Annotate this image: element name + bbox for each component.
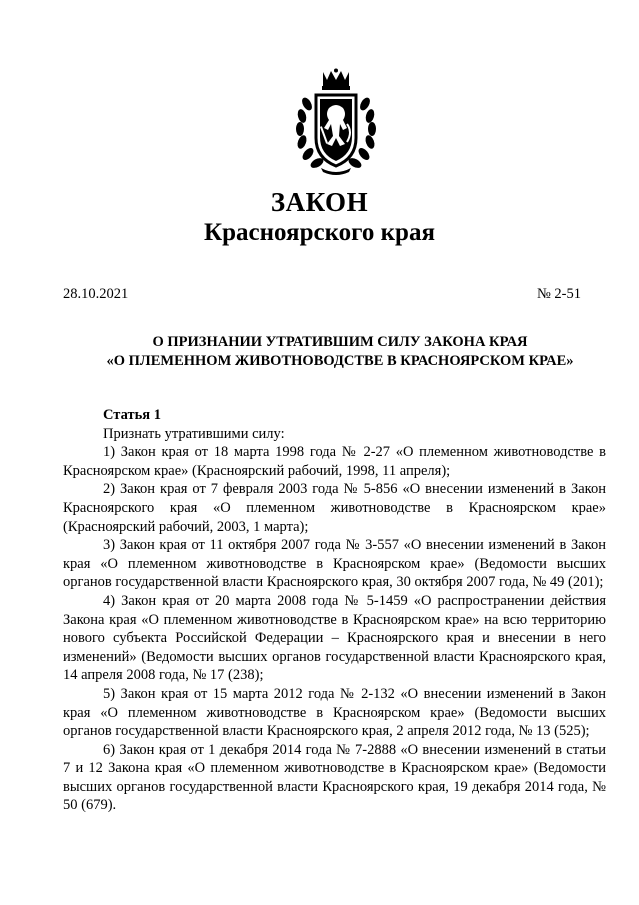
law-date: 28.10.2021: [63, 286, 129, 302]
list-item: 1) Закон края от 18 марта 1998 года № 2-27 «О племенном животноводстве в Красноярском крае» (Красноярский рабочий, 1998, 11 апреля);: [63, 444, 606, 479]
law-subtitle: Красноярского края: [204, 219, 435, 246]
list-item: 5) Закон края от 15 марта 2012 года № 2-132 «О внесении изменений в Закон края «О племенном животноводстве в Красноярском крае» (Ведомости высших органов государственной власти Красноярского края, 2 апреля 2012 года, № 13 (525);: [63, 685, 606, 740]
law-heading-line-2: «О ПЛЕМЕННОМ ЖИВОТНОВОДСТВЕ В КРАСНОЯРСКОМ КРАЕ»: [106, 353, 574, 369]
article-intro: Признать утратившими силу:: [103, 425, 285, 442]
list-item: 3) Закон края от 11 октября 2007 года № 3-557 «О внесении изменений в Закон края «О племенном животноводстве в Красноярском крае» (Ведомости высших органов государственной власти Красноярского края, 30 октября 2007 года, № 49 (201);: [63, 537, 606, 591]
coat-of-arms-icon: [293, 68, 379, 176]
article-label: Статья 1: [103, 407, 161, 423]
list-item: 4) Закон края от 20 марта 2008 года № 5-1459 «О распространении действия Закона края «О племенном животноводстве в Красноярском крае» на всю территорию нового субъекта Российской Федерации – Красноярского края и внесении в него изменений» (Ведомости высших органов государственной власти Красноярского края, 14 апреля 2008 года, № 17 (238);: [63, 592, 606, 684]
list-item: 6) Закон края от 1 декабря 2014 года № 7-2888 «О внесении изменений в статьи 7 и 12 Закона края «О племенном животноводстве в Красноярском крае» (Ведомости высших органов государственной власти Красноярского края, 19 декабря 2014 года, № 50 (679).: [63, 741, 606, 814]
article-body: [63, 406, 606, 815]
list-item: 2) Закон края от 7 февраля 2003 года № 5-856 «О внесении изменений в Закон Красноярского края «О племенном животноводстве в Красноярском крае» (Красноярский рабочий, 2003, 1 марта);: [63, 481, 606, 535]
law-number: № 2-51: [536, 286, 581, 302]
repealed-laws-list: [63, 443, 606, 815]
law-heading: [40, 333, 639, 371]
law-heading-line-1: О ПРИЗНАНИИ УТРАТИВШИМ СИЛУ ЗАКОНА КРАЯ: [152, 334, 528, 350]
law-title: ЗАКОН: [270, 187, 369, 217]
